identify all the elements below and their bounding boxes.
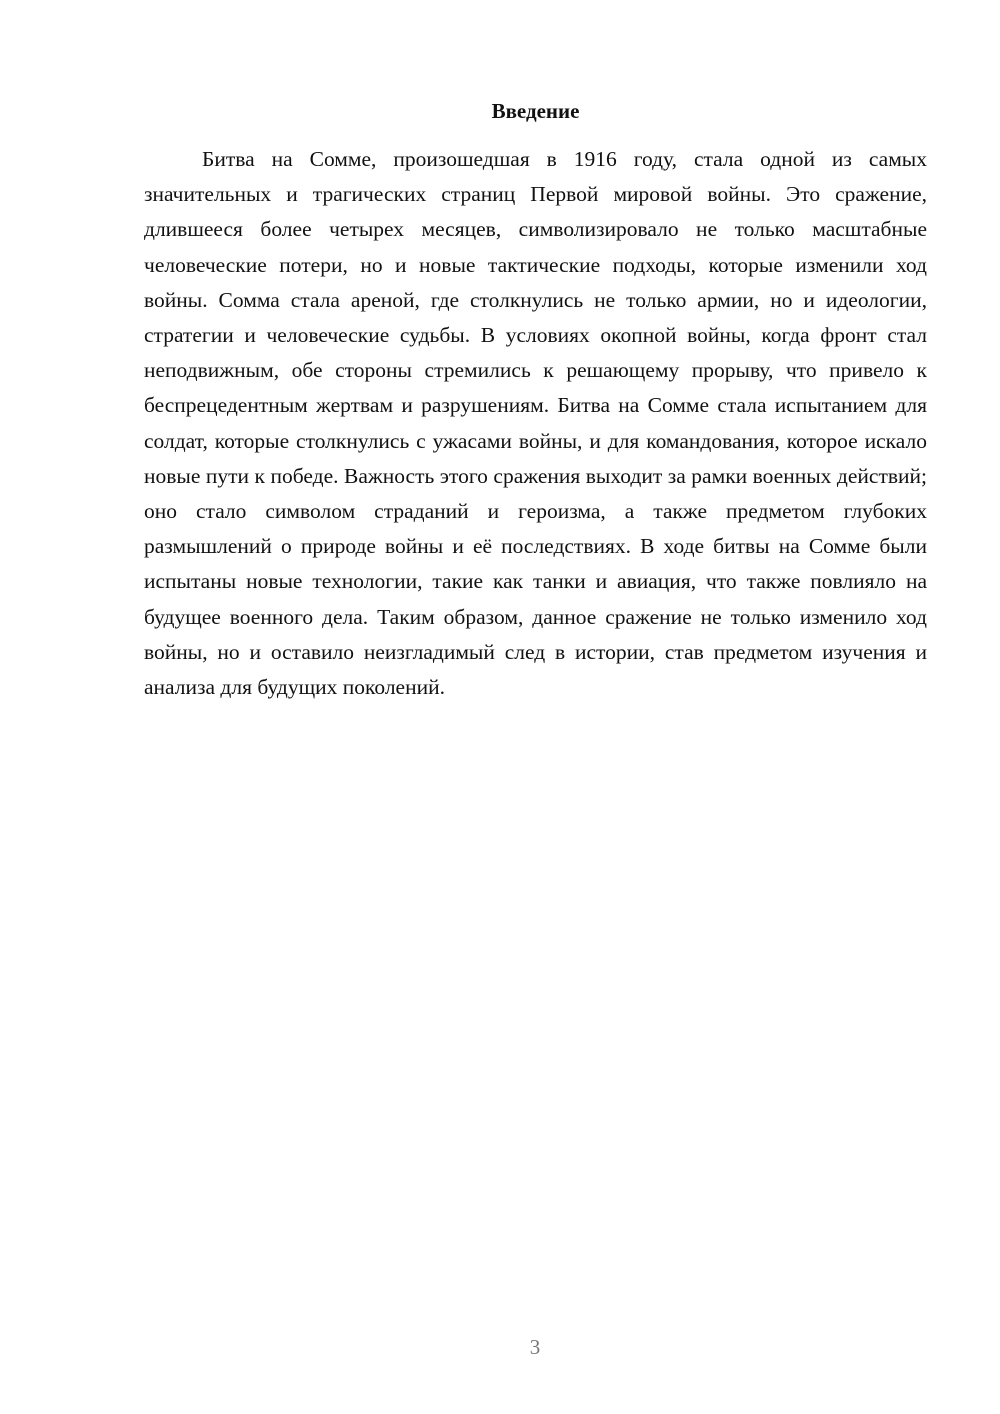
- body-paragraph: Битва на Сомме, произошедшая в 1916 году, стала одной из самых значительных и трагических страниц Первой мировой войны. Это сражение, длившееся более четырех месяцев, символизировало не только масштабные человеческие потери, но и новые тактические подходы, которые изменили ход войны. Сомма стала ареной, где столкнулись не только армии, но и идеологии, стратегии и человеческие судьбы. В условиях окопной войны, когда фронт стал неподвижным, обе стороны стремились к решающему прорыву, что привело к беспрецедентным жертвам и разрушениям. Битва на Сомме стала испытанием для солдат, которые столкнулись с ужасами войны, и для командования, которое искало новые пути к победе. Важность этого сражения выходит за рамки военных действий; оно стало символом страданий и героизма, а также предметом глубоких размышлений о природе войны и её последствиях. В ходе битвы на Сомме были испытаны новые технологии, такие как танки и авиация, что также повлияло на будущее военного дела. Таким образом, данное сражение не только изменило ход войны, но и оставило неизгладимый след в истории, став предметом изучения и анализа для будущих поколений.: [144, 147, 927, 700]
- section-heading: Введение: [491, 99, 580, 123]
- page-number: 3: [529, 1335, 541, 1359]
